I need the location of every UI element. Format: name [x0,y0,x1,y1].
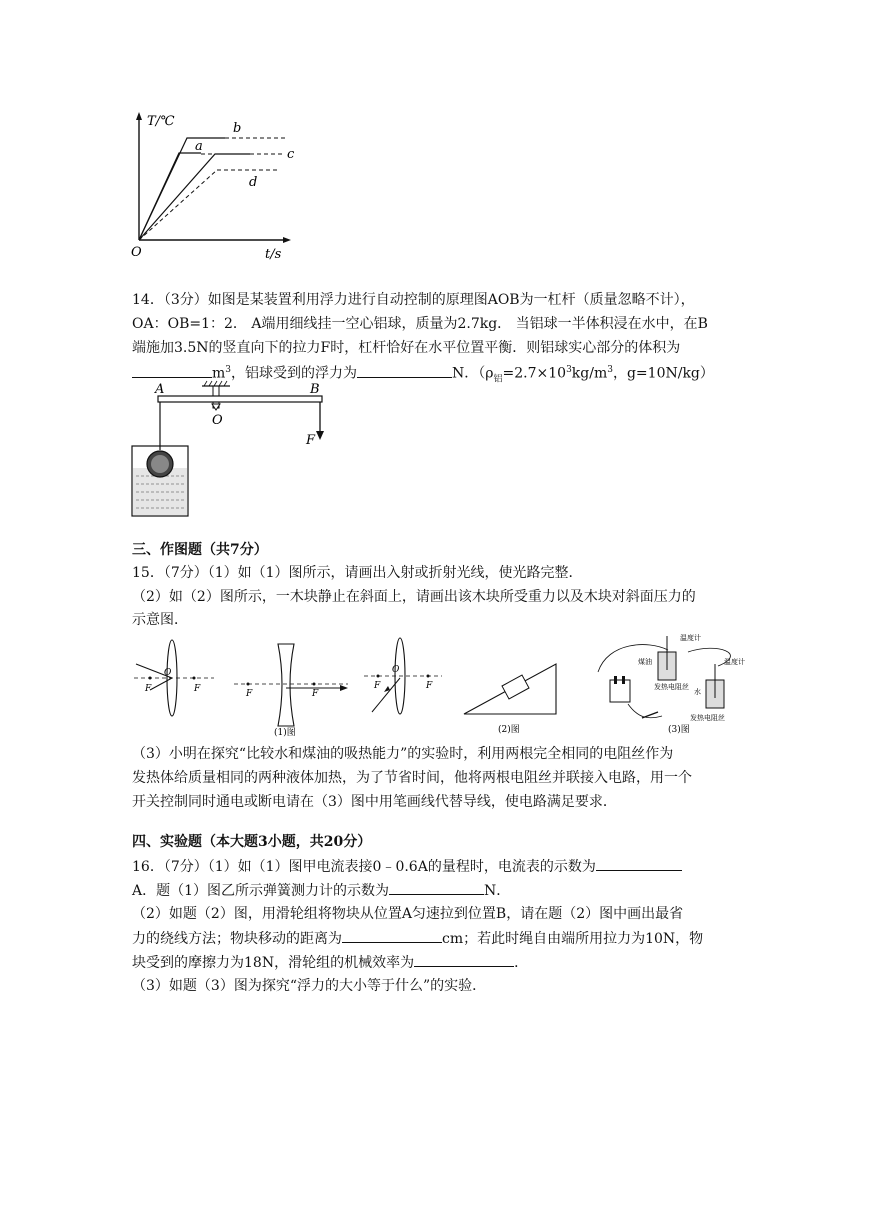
curve-label-c: c [287,147,295,162]
origin-label: O [131,245,142,260]
svg-text:温度计: 温度计 [680,634,701,642]
q16-line-2: A．题（1）图乙所示弹簧测力计的示数为 N． [132,880,510,901]
q14-line-1: 14．（3分）如图是某装置利用浮力进行自动控制的原理图AOB为一杠杆（质量忽略不计）， [132,292,695,308]
svg-text:煤油: 煤油 [638,658,652,666]
svg-text:O: O [392,665,400,675]
label-F: F [306,433,316,448]
y-axis-label: T/℃ [147,114,175,129]
x-axis-label: t/s [265,247,282,262]
heating-circuit-figure [598,633,745,735]
answer-blank-buoyancy[interactable] [357,363,452,378]
lever-figure [128,380,338,525]
q14-line-2: OA：OB=1：2． A端用细线挂一空心铝球，质量为2.7kg． 当铝球一半体积浸在水中，在B [132,316,708,332]
answer-blank-efficiency[interactable] [414,952,514,967]
curve-label-a: a [195,139,203,154]
svg-text:F: F [426,681,433,691]
q15-line-1: 15．（7分）（1）如（1）图所示，请画出入射或折射光线，使光路完整． [132,565,583,581]
answer-blank-current[interactable] [596,856,682,871]
svg-text:F: F [246,689,253,699]
q15-line-2: （2）如（2）图所示，一木块静止在斜面上，请画出该木块所受重力以及木块对斜面压力的 [132,589,696,605]
section-4-heading: 四、实验题（本大题3小题，共20分） [132,834,372,850]
temperature-time-graph [125,108,305,263]
q15-3-line-3: 开关控制同时通电或断电请在（3）图中用笔画线代替导线，使电路满足要求． [132,794,617,810]
svg-text:F: F [374,681,381,691]
svg-text:F: F [145,684,152,694]
label-A: A [155,382,165,397]
svg-text:水: 水 [694,688,701,696]
curve-label-b: b [233,121,242,136]
q14-line-3: 端施加3.5N的竖直向下的拉力F时，杠杆恰好在水平位置平衡．则铝球实心部分的体积为 [132,340,681,356]
incline-figure [464,664,556,735]
concave-lens-figure [234,644,348,738]
q15-line-3: 示意图． [132,612,188,628]
convex-lens-figure-2 [364,638,442,714]
section-3-heading: 三、作图题（共7分） [132,542,268,558]
svg-text:(1)图: (1)图 [274,728,296,738]
svg-text:F: F [194,684,201,694]
q16-line-5: 块受到的摩擦力为18N，滑轮组的机械效率为 ． [132,952,528,973]
answer-blank-volume[interactable] [132,363,212,378]
q16-line-3: （2）如题（2）图，用滑轮组将物块从位置A匀速拉到位置B，请在题（2）图中画出最省 [132,906,684,922]
convex-lens-figure-1 [134,640,214,716]
label-O: O [212,413,223,428]
svg-text:F: F [312,689,319,699]
q16-line-6: （3）如题（3）图为探究“浮力的大小等于什么”的实验． [132,978,487,994]
q15-3-line-2: 发热体给质量相同的两种液体加热，为了节省时间，他将两根电阻丝并联接入电路，用一个 [132,770,692,786]
svg-text:(3)图: (3)图 [668,725,690,735]
answer-blank-distance[interactable] [342,928,442,943]
q15-figures [128,632,748,740]
q16-line-4: 力的绕线方法；物块移动的距离为 cm；若此时绳自由端所用拉力为10N，物 [132,928,703,949]
svg-text:发热电阻丝: 发热电阻丝 [690,714,725,722]
curve-label-d: d [249,175,258,190]
svg-text:发热电阻丝: 发热电阻丝 [654,683,689,691]
svg-text:温度计: 温度计 [724,658,745,666]
svg-text:(2)图: (2)图 [498,725,520,735]
svg-text:O: O [164,668,172,678]
q14-line-4: $m^3$，铝球受到的浮力为 N．（$\rho_铝=2.7\times 10^3kg/m^3$，g=10N/kg） [132,360,714,389]
answer-blank-force[interactable] [389,880,484,895]
q16-line-1: 16．（7分）（1）如（1）图甲电流表接0﹣0.6A的量程时，电流表的示数为 [132,856,682,877]
label-B: B [310,382,320,397]
q15-3-line-1: （3）小明在探究“比较水和煤油的吸热能力”的实验时，利用两根完全相同的电阻丝作为 [132,746,674,762]
